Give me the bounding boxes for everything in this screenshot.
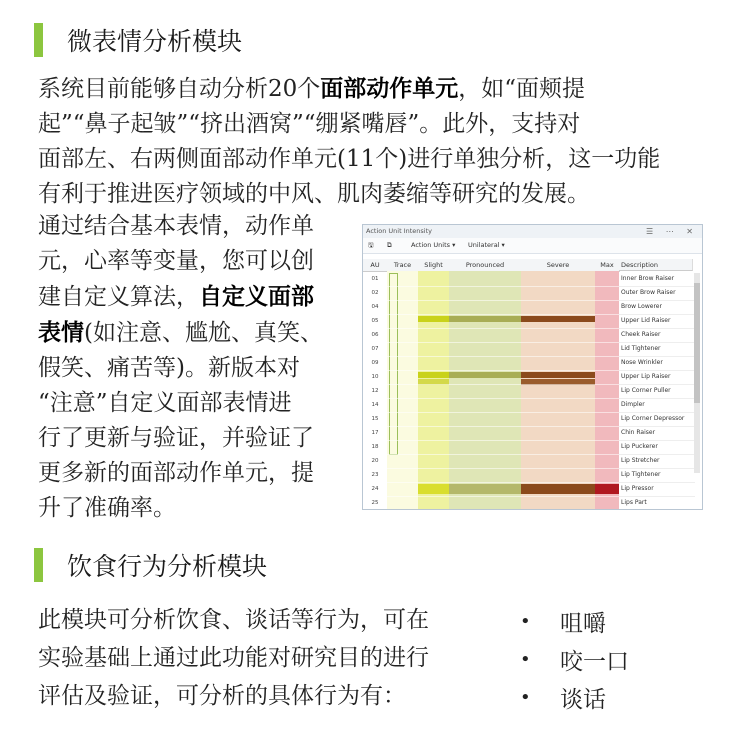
window-controls[interactable]: ☰ ⋯ ✕: [646, 227, 698, 236]
au-description: Upper Lid Raiser: [619, 314, 695, 329]
au-description: Lips Part: [619, 496, 695, 510]
pronounced-band: [449, 271, 521, 509]
au-number: 17: [371, 430, 379, 436]
list-item-label: 咀嚼: [560, 610, 606, 637]
dropdown-label: Action Units: [411, 241, 451, 249]
au-number: 24: [371, 486, 379, 492]
intensity-bar-pronounced: [449, 372, 521, 378]
window-title: Action Unit Intensity: [366, 227, 433, 235]
au-description: Lip Corner Puller: [619, 384, 695, 399]
para-line: 行了更新与验证，并验证了: [38, 425, 314, 451]
row-divider: [387, 286, 619, 287]
intensity-bar-severe: [521, 484, 595, 494]
para-line: [38, 315, 323, 351]
au-description: Cheek Raiser: [619, 328, 695, 343]
para-line: 假笑、痛苦等)。新版本对: [38, 355, 300, 381]
text: (如注意、尴尬、真笑、: [84, 320, 323, 346]
row-divider: [387, 370, 619, 371]
au-description: Lid Tightener: [619, 342, 695, 357]
au-description: Outer Brow Raiser: [619, 286, 695, 301]
row-divider: [387, 482, 619, 483]
au-number: 23: [371, 472, 379, 478]
severe-band: [521, 271, 595, 509]
au-number: 12: [371, 388, 379, 394]
para-line: 此模块可分析饮食、谈话等行为，可在: [38, 607, 429, 633]
row-divider: [387, 398, 619, 399]
au-description: Lip Stretcher: [619, 454, 695, 469]
dropdown-label: Unilateral: [468, 241, 500, 249]
au-number: 25: [371, 500, 379, 506]
au-number: 05: [371, 318, 379, 324]
au-number: 01: [371, 276, 379, 282]
list-item: [520, 640, 629, 678]
col-header-description: Description: [619, 259, 693, 271]
col-header-severe: Severe: [521, 259, 596, 272]
au-number: 06: [371, 332, 379, 338]
au-toolbar: [363, 238, 702, 254]
bullet-icon: •: [520, 648, 531, 670]
au-description: Lip Pressor: [619, 482, 695, 497]
para-line: 评估及验证，可分析的具体行为有：: [38, 683, 406, 709]
row-divider: [387, 314, 619, 315]
action-units-dropdown[interactable]: Action Units ▾: [411, 241, 456, 249]
para-line: 面部左、右两侧面部动作单元(11个)进行单独分析，这一功能: [38, 146, 661, 172]
row-divider: [387, 384, 619, 385]
au-number: 02: [371, 290, 379, 296]
au-description: Nose Wrinkler: [619, 356, 695, 371]
eating-behavior-paragraph: [38, 601, 429, 715]
para-line: [38, 71, 660, 107]
section-title: 饮食行为分析模块: [67, 552, 268, 581]
custom-expression-paragraph: [38, 209, 323, 526]
text: ，如“面颊提: [458, 76, 586, 102]
au-description: Dimpler: [619, 398, 695, 413]
bullet-icon: •: [520, 610, 531, 632]
para-line: 升了准确率。: [38, 495, 176, 521]
save-icon[interactable]: 🖫: [368, 241, 374, 249]
para-line: “注意”自定义面部表情进: [38, 390, 292, 416]
bold-text: 表情: [38, 319, 84, 346]
unilateral-dropdown[interactable]: Unilateral ▾: [468, 241, 505, 249]
section-heading-eating-behavior: [34, 547, 267, 583]
au-number: 14: [371, 402, 379, 408]
max-band: [595, 271, 619, 509]
list-item: [520, 602, 629, 640]
para-line: 更多新的面部动作单元，提: [38, 460, 314, 486]
row-divider: [387, 412, 619, 413]
intensity-bar-slight: [418, 484, 449, 494]
intro-paragraph: [38, 71, 660, 212]
au-description: Inner Brow Raiser: [619, 272, 695, 287]
para-line: 有利于推进医疗领域的中风、肌肉萎缩等研究的发展。: [38, 181, 590, 207]
copy-icon[interactable]: ⧉: [387, 241, 392, 249]
row-divider: [387, 468, 619, 469]
section-heading-micro-expression: [34, 22, 242, 58]
list-item: [520, 678, 629, 716]
bold-text: 面部动作单元: [320, 75, 459, 102]
intensity-bar-pronounced: [449, 484, 521, 494]
intensity-bar-max: [595, 484, 619, 494]
action-unit-intensity-window: [362, 224, 703, 510]
au-number: 09: [371, 360, 379, 366]
bold-text: 自定义面部: [199, 283, 314, 310]
au-description: Brow Lowerer: [619, 300, 695, 315]
row-divider: [387, 440, 619, 441]
row-divider: [387, 300, 619, 301]
intensity-bar-severe: [521, 316, 595, 322]
row-divider: [387, 356, 619, 357]
au-number: 15: [371, 416, 379, 422]
para-line: 通过结合基本表情，动作单: [38, 213, 314, 239]
row-divider: [387, 496, 619, 497]
text: 系统目前能够自动分析20个: [38, 76, 321, 102]
au-number: 18: [371, 444, 379, 450]
au-description: Lip Tightener: [619, 468, 695, 483]
intensity-bar-severe: [521, 372, 595, 378]
para-line: [38, 279, 323, 315]
para-line: 起”“鼻子起皱”“挤出酒窝”“绷紧嘴唇”。此外，支持对: [38, 111, 581, 137]
section-title: 微表情分析模块: [67, 27, 243, 56]
au-number: 20: [371, 458, 379, 464]
col-header-au: AU: [363, 259, 388, 272]
intensity-bar-slight: [418, 316, 449, 322]
list-item-label: 咬一口: [560, 648, 629, 675]
heading-accent-bar: [34, 548, 43, 582]
window-titlebar: [363, 225, 702, 238]
para-line: 元，心率等变量，您可以创: [38, 248, 314, 274]
vertical-scrollbar[interactable]: [694, 273, 700, 473]
row-divider: [387, 328, 619, 329]
list-item-label: 谈话: [560, 686, 606, 713]
intensity-bar-pronounced: [449, 316, 521, 322]
scrollbar-thumb[interactable]: [694, 283, 700, 403]
para-line: 实验基础上通过此功能对研究目的进行: [38, 645, 429, 671]
behavior-list: [520, 602, 629, 716]
au-description: Upper Lip Raiser: [619, 370, 695, 385]
col-header-max: Max: [595, 259, 620, 272]
heading-accent-bar: [34, 23, 43, 57]
au-number: 04: [371, 304, 379, 310]
au-number: 07: [371, 346, 379, 352]
col-header-pronounced: Pronounced: [449, 259, 522, 272]
au-description: Lip Corner Depressor: [619, 412, 695, 427]
col-header-trace: Trace: [387, 259, 419, 272]
intensity-bar-slight: [418, 372, 449, 378]
bullet-icon: •: [520, 686, 531, 708]
text: 建自定义算法，: [38, 284, 199, 310]
row-divider: [387, 426, 619, 427]
au-description: Chin Raiser: [619, 426, 695, 441]
au-number: 10: [371, 374, 379, 380]
au-description: Lip Puckerer: [619, 440, 695, 455]
row-divider: [387, 454, 619, 455]
col-header-slight: Slight: [418, 259, 450, 272]
slight-band: [418, 271, 449, 509]
row-divider: [387, 342, 619, 343]
